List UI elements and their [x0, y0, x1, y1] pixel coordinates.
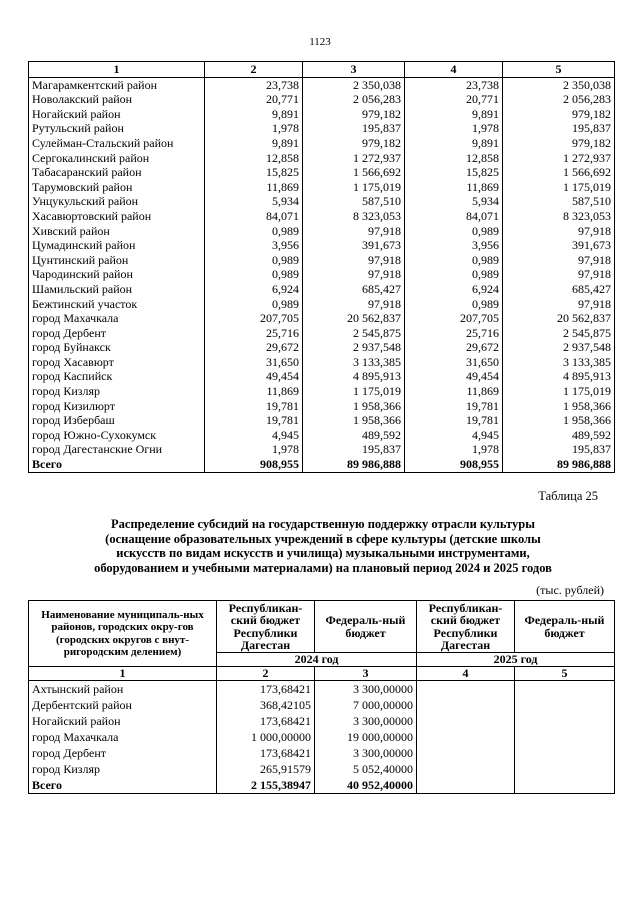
value-cell: 97,918 — [303, 297, 405, 312]
value-cell: 1 958,366 — [303, 399, 405, 414]
header-federal-budget-2024: Федераль-ный бюджет — [315, 601, 417, 653]
value-cell: 5,934 — [405, 194, 503, 209]
value-cell: 97,918 — [303, 253, 405, 268]
value-cell: 1 175,019 — [503, 180, 615, 195]
row-name-cell: Чародинский район — [29, 267, 205, 282]
value-cell: 0,989 — [405, 267, 503, 282]
row-name-cell: Тарумовский район — [29, 180, 205, 195]
col-index: 2 — [205, 62, 303, 78]
value-cell: 908,955 — [405, 457, 503, 472]
value-cell: 9,891 — [405, 136, 503, 151]
row-name-cell: Хивский район — [29, 224, 205, 239]
column-index-row — [29, 62, 615, 78]
row-name-cell: город Махачкала — [29, 729, 217, 745]
value-cell: 25,716 — [205, 326, 303, 341]
value-cell: 29,672 — [205, 340, 303, 355]
value-cell: 8 323,053 — [503, 209, 615, 224]
table-row — [29, 194, 615, 209]
value-cell: 40 952,40000 — [315, 777, 417, 794]
value-cell: 3 300,00000 — [315, 713, 417, 729]
value-cell: 97,918 — [303, 224, 405, 239]
table-row — [29, 384, 615, 399]
table-row — [29, 729, 615, 745]
value-cell: 3 300,00000 — [315, 745, 417, 761]
value-cell: 2 056,283 — [503, 92, 615, 107]
title-line: оборудованием и учебными материалами) на плановый период 2024 и 2025 годов — [94, 560, 552, 575]
value-cell: 84,071 — [205, 209, 303, 224]
value-cell: 1 958,366 — [303, 413, 405, 428]
table-row — [29, 413, 615, 428]
value-cell — [417, 777, 515, 794]
table-row — [29, 745, 615, 761]
col-index: 3 — [315, 667, 417, 681]
value-cell: 23,738 — [405, 77, 503, 92]
table-row — [29, 253, 615, 268]
value-cell: 2 545,875 — [503, 326, 615, 341]
value-cell: 1 175,019 — [303, 384, 405, 399]
value-cell: 6,924 — [205, 282, 303, 297]
value-cell: 4 895,913 — [303, 369, 405, 384]
value-cell: 97,918 — [503, 267, 615, 282]
table-number-label: Таблица 25 — [538, 489, 598, 503]
row-name-cell: Магарамкентский район — [29, 77, 205, 92]
row-name-cell: Хасавюртовский район — [29, 209, 205, 224]
culture-subsidy-table — [28, 600, 615, 794]
value-cell: 25,716 — [405, 326, 503, 341]
row-name-cell: Цунтинский район — [29, 253, 205, 268]
value-cell: 1 175,019 — [503, 384, 615, 399]
value-cell: 1 000,00000 — [217, 729, 315, 745]
value-cell: 20 562,837 — [503, 311, 615, 326]
table-row — [29, 238, 615, 253]
row-name-cell: Всего — [29, 777, 217, 794]
table-row — [29, 761, 615, 777]
value-cell: 0,989 — [205, 253, 303, 268]
row-name-cell: Унцукульский район — [29, 194, 205, 209]
subsidy-table-continued — [28, 61, 615, 473]
value-cell: 0,989 — [405, 253, 503, 268]
value-cell: 489,592 — [503, 428, 615, 443]
value-cell: 979,182 — [303, 136, 405, 151]
value-cell: 2 155,38947 — [217, 777, 315, 794]
table-row — [29, 92, 615, 107]
value-cell: 195,837 — [503, 442, 615, 457]
value-cell: 2 545,875 — [303, 326, 405, 341]
row-name-cell: Ногайский район — [29, 713, 217, 729]
row-name-cell: Сулейман-Стальский район — [29, 136, 205, 151]
value-cell: 2 937,548 — [503, 340, 615, 355]
value-cell — [515, 745, 615, 761]
table-row — [29, 340, 615, 355]
table-row — [29, 107, 615, 122]
table-row — [29, 121, 615, 136]
table-row — [29, 681, 615, 698]
value-cell: 15,825 — [205, 165, 303, 180]
row-name-cell: Ахтынский район — [29, 681, 217, 698]
table-row — [29, 713, 615, 729]
value-cell: 84,071 — [405, 209, 503, 224]
value-cell: 173,68421 — [217, 745, 315, 761]
value-cell: 3,956 — [205, 238, 303, 253]
col-index: 5 — [503, 62, 615, 78]
row-name-cell: Всего — [29, 457, 205, 472]
table-row — [29, 297, 615, 312]
row-name-cell: город Дербент — [29, 745, 217, 761]
value-cell: 11,869 — [405, 180, 503, 195]
row-name-cell: Ногайский район — [29, 107, 205, 122]
value-cell: 7 000,00000 — [315, 697, 417, 713]
value-cell: 19,781 — [205, 413, 303, 428]
value-cell: 195,837 — [303, 121, 405, 136]
value-cell: 19,781 — [405, 413, 503, 428]
value-cell: 2 937,548 — [303, 340, 405, 355]
value-cell: 908,955 — [205, 457, 303, 472]
value-cell: 3 133,385 — [303, 355, 405, 370]
value-cell: 1,978 — [205, 442, 303, 457]
row-name-cell: город Хасавюрт — [29, 355, 205, 370]
value-cell — [417, 761, 515, 777]
col-index: 1 — [29, 667, 217, 681]
value-cell: 9,891 — [205, 136, 303, 151]
value-cell: 11,869 — [205, 384, 303, 399]
value-cell: 29,672 — [405, 340, 503, 355]
row-name-cell: город Дербент — [29, 326, 205, 341]
table-row — [29, 442, 615, 457]
value-cell: 89 986,888 — [303, 457, 405, 472]
col-index: 4 — [417, 667, 515, 681]
value-cell: 489,592 — [303, 428, 405, 443]
header-federal-budget-2025: Федераль-ный бюджет — [515, 601, 615, 653]
value-cell: 391,673 — [503, 238, 615, 253]
value-cell: 3 300,00000 — [315, 681, 417, 698]
value-cell: 97,918 — [503, 224, 615, 239]
value-cell: 1 958,366 — [503, 413, 615, 428]
table-row — [29, 180, 615, 195]
value-cell: 4,945 — [405, 428, 503, 443]
value-cell: 12,858 — [205, 151, 303, 166]
col-index: 4 — [405, 62, 503, 78]
value-cell: 97,918 — [303, 267, 405, 282]
value-cell: 0,989 — [405, 224, 503, 239]
value-cell — [515, 713, 615, 729]
value-cell: 2 350,038 — [303, 77, 405, 92]
value-cell: 2 350,038 — [503, 77, 615, 92]
row-name-cell: город Кизилюрт — [29, 399, 205, 414]
value-cell: 4 895,913 — [503, 369, 615, 384]
value-cell: 173,68421 — [217, 681, 315, 698]
table-row — [29, 136, 615, 151]
title-line: Распределение субсидий на государственную поддержку отрасли культуры — [111, 517, 535, 531]
value-cell — [417, 697, 515, 713]
value-cell: 1 272,937 — [303, 151, 405, 166]
value-cell: 1,978 — [205, 121, 303, 136]
value-cell: 49,454 — [405, 369, 503, 384]
header-municipality: Наименование муниципаль-ных районов, городских окру-гов (городских округов с внут-ригородским делением) — [29, 601, 217, 667]
value-cell: 15,825 — [405, 165, 503, 180]
value-cell: 9,891 — [205, 107, 303, 122]
value-cell: 5 052,40000 — [315, 761, 417, 777]
value-cell: 12,858 — [405, 151, 503, 166]
value-cell: 19 000,00000 — [315, 729, 417, 745]
value-cell: 8 323,053 — [303, 209, 405, 224]
value-cell: 0,989 — [205, 224, 303, 239]
value-cell: 195,837 — [303, 442, 405, 457]
value-cell — [417, 713, 515, 729]
value-cell: 685,427 — [303, 282, 405, 297]
value-cell: 979,182 — [303, 107, 405, 122]
row-name-cell: Шамильский район — [29, 282, 205, 297]
title-line: (оснащение образовательных учреждений в сфере культуры (детские школы — [105, 531, 541, 546]
table-row — [29, 428, 615, 443]
value-cell: 173,68421 — [217, 713, 315, 729]
value-cell: 1 958,366 — [503, 399, 615, 414]
value-cell: 31,650 — [405, 355, 503, 370]
value-cell: 9,891 — [405, 107, 503, 122]
header-year-2024: 2024 год — [217, 653, 417, 667]
table-row — [29, 77, 615, 92]
total-row — [29, 777, 615, 794]
col-index: 1 — [29, 62, 205, 78]
value-cell: 265,91579 — [217, 761, 315, 777]
row-name-cell: Новолакский район — [29, 92, 205, 107]
table-row — [29, 355, 615, 370]
header-republic-budget-2024: Республикан-ский бюджет Республики Дагестан — [217, 601, 315, 653]
col-index: 3 — [303, 62, 405, 78]
header-year-2025: 2025 год — [417, 653, 615, 667]
table-row — [29, 326, 615, 341]
table-row — [29, 399, 615, 414]
title-line: искусств по видам искусств и училища) музыкальными инструментами, — [116, 546, 530, 560]
value-cell: 587,510 — [503, 194, 615, 209]
table-row — [29, 282, 615, 297]
row-name-cell: город Буйнакск — [29, 340, 205, 355]
value-cell: 195,837 — [503, 121, 615, 136]
value-cell: 0,989 — [205, 297, 303, 312]
row-name-cell: город Каспийск — [29, 369, 205, 384]
total-row — [29, 457, 615, 472]
row-name-cell: Табасаранский район — [29, 165, 205, 180]
table-row — [29, 165, 615, 180]
value-cell: 5,934 — [205, 194, 303, 209]
value-cell — [515, 681, 615, 698]
row-name-cell: Бежтинский участок — [29, 297, 205, 312]
value-cell: 11,869 — [205, 180, 303, 195]
value-cell: 49,454 — [205, 369, 303, 384]
row-name-cell: Рутульский район — [29, 121, 205, 136]
value-cell: 3 133,385 — [503, 355, 615, 370]
row-name-cell: город Южно-Сухокумск — [29, 428, 205, 443]
table-row — [29, 697, 615, 713]
value-cell: 979,182 — [503, 136, 615, 151]
table-title — [30, 517, 616, 575]
value-cell — [417, 681, 515, 698]
row-name-cell: город Кизляр — [29, 761, 217, 777]
value-cell: 1 175,019 — [303, 180, 405, 195]
row-name-cell: город Избербаш — [29, 413, 205, 428]
value-cell: 979,182 — [503, 107, 615, 122]
col-index: 5 — [515, 667, 615, 681]
value-cell: 0,989 — [405, 297, 503, 312]
value-cell: 20,771 — [405, 92, 503, 107]
value-cell: 31,650 — [205, 355, 303, 370]
value-cell — [515, 777, 615, 794]
value-cell: 1 566,692 — [503, 165, 615, 180]
row-name-cell: Цумадинский район — [29, 238, 205, 253]
value-cell: 20 562,837 — [303, 311, 405, 326]
row-name-cell: Дербентский район — [29, 697, 217, 713]
value-cell: 587,510 — [303, 194, 405, 209]
value-cell: 6,924 — [405, 282, 503, 297]
value-cell: 11,869 — [405, 384, 503, 399]
col-index: 2 — [217, 667, 315, 681]
value-cell: 1 272,937 — [503, 151, 615, 166]
value-cell: 97,918 — [503, 253, 615, 268]
value-cell: 3,956 — [405, 238, 503, 253]
value-cell: 89 986,888 — [503, 457, 615, 472]
row-name-cell: Сергокалинский район — [29, 151, 205, 166]
value-cell — [515, 729, 615, 745]
table-row — [29, 224, 615, 239]
row-name-cell: город Махачкала — [29, 311, 205, 326]
value-cell: 207,705 — [205, 311, 303, 326]
value-cell: 19,781 — [405, 399, 503, 414]
value-cell: 1,978 — [405, 121, 503, 136]
units-label: (тыс. рублей) — [536, 583, 604, 597]
table-row — [29, 151, 615, 166]
value-cell: 97,918 — [503, 297, 615, 312]
value-cell: 23,738 — [205, 77, 303, 92]
value-cell: 368,42105 — [217, 697, 315, 713]
value-cell: 685,427 — [503, 282, 615, 297]
table-row — [29, 369, 615, 384]
row-name-cell: город Кизляр — [29, 384, 205, 399]
value-cell: 1 566,692 — [303, 165, 405, 180]
value-cell — [515, 697, 615, 713]
table-row — [29, 209, 615, 224]
value-cell: 19,781 — [205, 399, 303, 414]
value-cell: 4,945 — [205, 428, 303, 443]
value-cell — [417, 745, 515, 761]
page-number: 1123 — [309, 36, 331, 48]
header-republic-budget-2025: Республикан-ский бюджет Республики Дагестан — [417, 601, 515, 653]
table-row — [29, 267, 615, 282]
row-name-cell: город Дагестанские Огни — [29, 442, 205, 457]
value-cell: 207,705 — [405, 311, 503, 326]
value-cell — [417, 729, 515, 745]
value-cell — [515, 761, 615, 777]
value-cell: 0,989 — [205, 267, 303, 282]
value-cell: 2 056,283 — [303, 92, 405, 107]
value-cell: 391,673 — [303, 238, 405, 253]
column-index-row — [29, 667, 615, 681]
table-row — [29, 311, 615, 326]
value-cell: 1,978 — [405, 442, 503, 457]
value-cell: 20,771 — [205, 92, 303, 107]
